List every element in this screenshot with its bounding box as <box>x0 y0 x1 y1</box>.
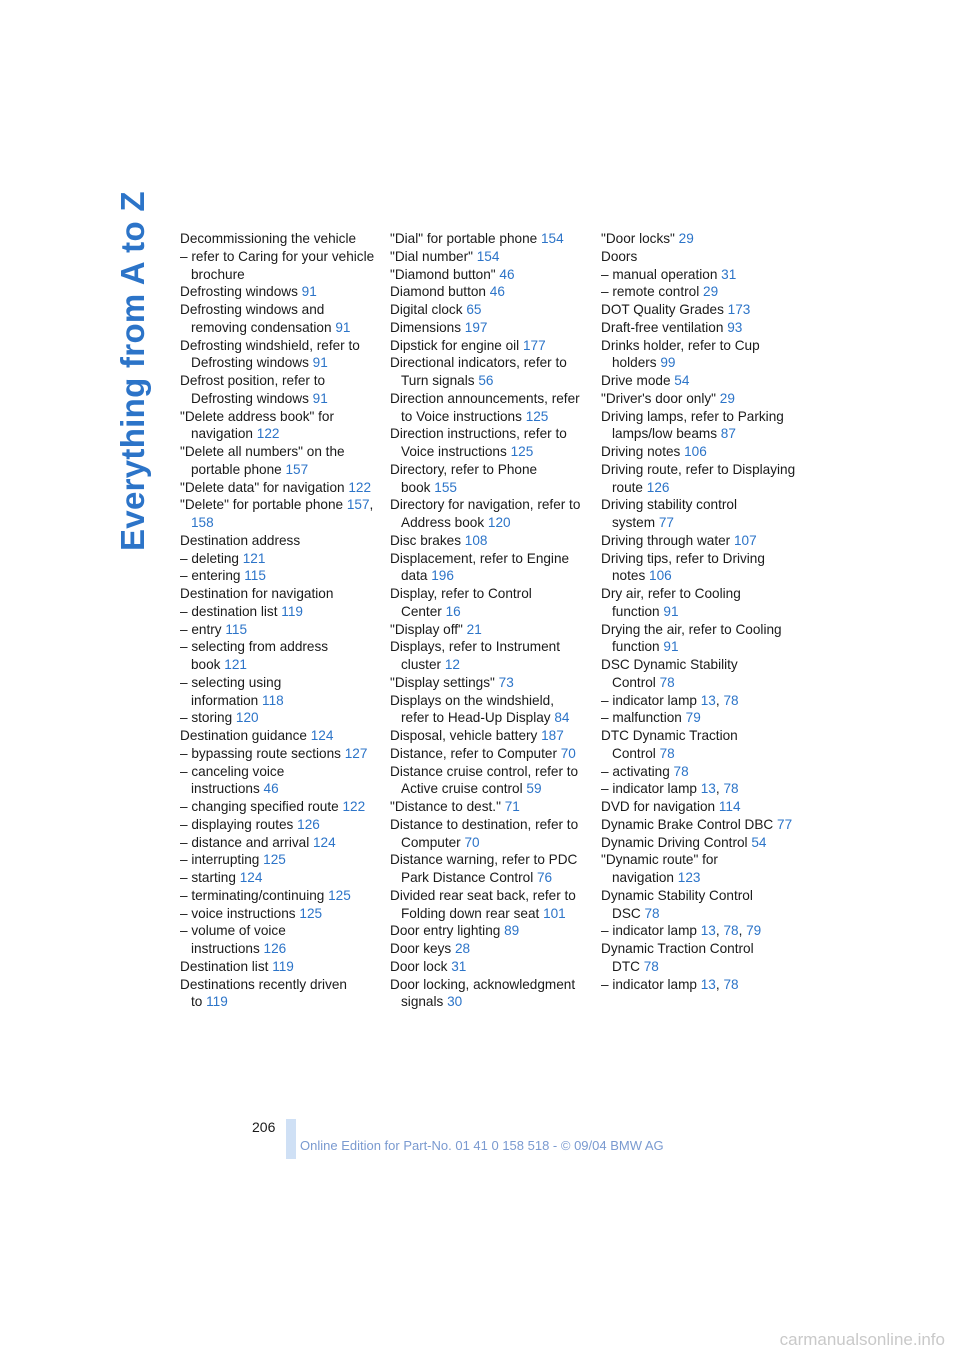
index-entry-label: – malfunction <box>601 710 682 726</box>
page-reference-link[interactable]: 154 <box>476 248 500 264</box>
side-section-title-text: Everything from A to Z <box>114 191 151 551</box>
index-entry-label: Destination guidance <box>180 728 307 743</box>
index-entry-label: – voice instructions <box>180 905 296 921</box>
page-reference-link[interactable]: 124 <box>310 728 334 743</box>
page-reference-link[interactable]: 46 <box>499 266 515 282</box>
index-entry-label: DSC Dynamic Stability Control <box>601 657 738 690</box>
index-entry-label: Driving route, refer to Displaying route <box>601 461 796 495</box>
index-entry-label: Distance, refer to Computer <box>390 745 557 761</box>
index-entry-label: Direction instructions, refer to Voice instructions <box>390 426 567 459</box>
index-entry <box>180 585 375 603</box>
side-section-title <box>108 191 158 558</box>
index-entry <box>601 656 796 692</box>
page-reference-link[interactable]: 120 <box>487 515 511 530</box>
page-reference-link[interactable]: 99 <box>660 355 676 371</box>
index-entry <box>601 763 796 781</box>
index-entry-label: Directory, refer to Phone book <box>390 461 538 495</box>
index-entry-label: – indicator lamp <box>601 976 697 992</box>
page-reference-link[interactable]: 70 <box>560 745 576 761</box>
index-entry <box>180 301 375 337</box>
index-entry <box>601 532 796 550</box>
index-entry-label: Disc brakes <box>390 532 462 548</box>
index-entry <box>390 585 585 621</box>
index-entry <box>180 816 375 834</box>
index-entry-label: Defrost position, refer to Defrosting windows <box>180 373 326 406</box>
index-entry-label: Defrosting windshield, refer to Defrosting windows <box>180 337 360 371</box>
index-entry-label: Decommissioning the vehicle <box>180 231 357 246</box>
index-entry-label: Driving through water <box>601 532 731 548</box>
page-reference-link[interactable]: 13 <box>700 692 716 708</box>
page-reference-link[interactable]: 29 <box>719 390 735 406</box>
index-entry-label: Door entry lighting <box>390 923 501 939</box>
page-reference-link[interactable]: 91 <box>663 603 679 619</box>
index-entry <box>390 461 585 497</box>
index-entry-label: – canceling voice instructions <box>180 763 285 797</box>
page-reference-link[interactable]: 56 <box>478 373 494 388</box>
index-entry: – indicator lamp 13, 78, 79 <box>601 923 762 939</box>
page-reference-link[interactable]: 125 <box>510 444 534 459</box>
index-entry <box>180 674 375 710</box>
index-entry <box>390 621 585 639</box>
page-reference-link[interactable]: 121 <box>224 657 247 672</box>
index-entry <box>180 922 375 958</box>
page-reference-link[interactable]: 46 <box>489 284 505 300</box>
index-entry <box>180 337 375 373</box>
page-reference-link[interactable]: 31 <box>721 266 737 282</box>
page-reference-link[interactable]: 65 <box>466 302 482 317</box>
page-reference-link[interactable]: 125 <box>263 852 286 868</box>
index-entry <box>390 958 585 976</box>
index-entry <box>180 230 375 248</box>
index-entry-label: Distance warning, refer to PDC Park Distance Control <box>390 852 578 885</box>
index-entry-label: Digital clock <box>390 302 463 317</box>
index-entry-label: "Delete address book" for navigation <box>180 408 334 442</box>
index-column-2 <box>390 230 585 1011</box>
index-entry <box>180 479 375 497</box>
page-reference-link[interactable]: 78 <box>723 923 739 939</box>
page-reference-link[interactable]: 101 <box>543 905 566 921</box>
index-entry <box>601 390 796 408</box>
index-entry-label: – entry <box>180 621 222 637</box>
index-entry-label: – starting <box>180 870 236 885</box>
index-entry <box>180 248 375 284</box>
index-entry <box>180 709 375 727</box>
index-entry <box>601 319 796 337</box>
page-reference-link[interactable]: 125 <box>525 408 549 424</box>
page-reference-link[interactable]: 71 <box>504 799 520 814</box>
index-entry-label: – interrupting <box>180 852 260 868</box>
index-entry-label: – selecting from address book <box>180 639 329 672</box>
watermark: carmanualsonline.info <box>779 1330 945 1349</box>
index-entry-label: DTC Dynamic Traction Control <box>601 728 738 761</box>
index-entry <box>390 887 585 923</box>
page-reference-link[interactable]: 78 <box>723 976 739 992</box>
index-entry: – indicator lamp 13, 78 <box>601 781 739 797</box>
page-reference-link[interactable]: 73 <box>498 674 514 690</box>
page-reference-link[interactable]: 31 <box>451 958 467 974</box>
index-entry-label: Draft-free ventilation <box>601 319 724 335</box>
footer-edition-note: Online Edition for Part-No. 01 41 0 158 518 - © 09/04 BMW AG <box>300 1138 664 1153</box>
index-entry <box>390 354 585 390</box>
index-entry-label: "Display off" <box>390 621 463 637</box>
index-entry <box>601 372 796 390</box>
index-entry <box>180 727 375 745</box>
index-entry-label: "Delete all numbers" on the portable phone <box>180 444 345 477</box>
index-entry-label: Driving lamps, refer to Parking lamps/low beams <box>601 408 784 442</box>
page-reference-link[interactable]: 78 <box>659 745 675 761</box>
index-entry <box>390 816 585 852</box>
index-entry-label: – manual operation <box>601 266 718 282</box>
index-entry <box>180 621 375 639</box>
index-entry-label: Dynamic Traction Control DTC <box>601 941 754 974</box>
page-reference-link[interactable]: 123 <box>677 870 701 885</box>
index-entry-label: – volume of voice instructions <box>180 923 286 956</box>
page-reference-link[interactable]: 122 <box>256 426 280 442</box>
index-entry <box>390 337 585 355</box>
page-reference-link[interactable]: 126 <box>646 479 670 495</box>
index-entry <box>390 638 585 674</box>
index-entry <box>390 425 585 461</box>
page-reference-link[interactable]: 114 <box>718 799 741 814</box>
page-reference-link[interactable]: 119 <box>206 994 228 1010</box>
page-reference-link[interactable]: 155 <box>434 479 457 495</box>
index-entry <box>180 532 375 550</box>
index-entry-label: – storing <box>180 710 233 726</box>
index-entry-label: – indicator lamp <box>601 923 697 939</box>
index-entry <box>601 798 796 816</box>
index-entry <box>601 727 796 763</box>
index-entry <box>180 763 375 799</box>
index-entry-label: – selecting using information <box>180 674 282 708</box>
index-entry <box>390 940 585 958</box>
index-entry-label: Displays on the windshield, refer to Head-Up Display <box>390 692 554 726</box>
page-reference-link[interactable]: 91 <box>663 639 679 655</box>
index-entry <box>180 567 375 585</box>
page-reference-link[interactable]: 108 <box>464 532 488 548</box>
index-entry <box>180 887 375 905</box>
index-entry <box>390 301 585 319</box>
page-reference-link[interactable]: 78 <box>644 905 660 921</box>
page-reference-link[interactable]: 78 <box>659 674 675 690</box>
page-reference-link[interactable]: 76 <box>537 870 553 885</box>
page-reference-link[interactable]: 154 <box>540 231 564 246</box>
index-entry-label: – activating <box>601 763 670 779</box>
index-entry: "Delete" for portable phone 157, 158 <box>180 497 374 530</box>
page-reference-link[interactable]: 77 <box>658 515 674 530</box>
index-entry <box>180 798 375 816</box>
index-entry <box>180 372 375 408</box>
page-reference-link[interactable]: 16 <box>445 603 461 619</box>
index-entry <box>180 550 375 568</box>
page-reference-link[interactable]: 78 <box>723 692 739 708</box>
index-entry <box>180 869 375 887</box>
page-reference-link[interactable]: 84 <box>554 710 570 726</box>
index-entry <box>601 443 796 461</box>
index-entry-label: – entering <box>180 568 241 584</box>
page-reference-link[interactable]: 91 <box>301 284 317 300</box>
index-entry-label: Doors <box>601 248 638 264</box>
index-entry <box>180 958 375 976</box>
index-entry <box>601 496 796 532</box>
page-reference-link[interactable]: 106 <box>649 568 672 584</box>
index-entry-label: Destination list <box>180 958 269 974</box>
page-reference-link[interactable]: 87 <box>720 426 736 442</box>
index-entry-label: Dynamic Stability Control DSC <box>601 887 753 921</box>
index-entry-label: Disposal, vehicle battery <box>390 728 538 743</box>
index-entry <box>601 283 796 301</box>
index-entry-label: Drinks holder, refer to Cup holders <box>601 337 760 371</box>
page-reference-link[interactable]: 21 <box>466 621 482 637</box>
page-reference-link[interactable]: 122 <box>348 479 372 495</box>
index-entry-label: Divided rear seat back, refer to Folding down rear seat <box>390 887 576 921</box>
index-entry-label: Destination for navigation <box>180 586 334 601</box>
index-entry-label: "Delete data" for navigation <box>180 479 345 495</box>
index-entry-label: Drive mode <box>601 373 671 388</box>
page-reference-link[interactable]: 118 <box>262 692 284 708</box>
index-entry <box>390 727 585 745</box>
index-entry-label: Driving notes <box>601 444 681 459</box>
index-entry <box>601 248 796 266</box>
index-entry-label: Defrosting windows <box>180 284 298 300</box>
index-entry <box>390 248 585 266</box>
page-reference-link[interactable]: 91 <box>312 390 328 406</box>
index-entry <box>390 283 585 301</box>
page-reference-link[interactable]: 120 <box>235 710 259 726</box>
index-column-3 <box>601 230 796 993</box>
index-entry-label: – remote control <box>601 284 700 300</box>
page-reference-link[interactable]: 107 <box>733 532 757 548</box>
index-entry <box>180 443 375 479</box>
page-reference-link[interactable]: 187 <box>541 728 564 743</box>
index-entry <box>601 585 796 621</box>
page-reference-link[interactable]: 119 <box>272 958 294 974</box>
index-entry-label: – refer to Caring for your vehicle brochure <box>180 248 375 282</box>
page-reference-link[interactable]: 157 <box>285 461 309 477</box>
index-entry <box>180 638 375 674</box>
index-entry <box>180 834 375 852</box>
index-entry <box>390 550 585 586</box>
index-entry-label: "Dial" for portable phone <box>390 231 538 246</box>
index-entry <box>601 230 796 248</box>
page-reference-link[interactable]: 70 <box>464 834 480 850</box>
footer-accent-bar <box>286 1119 296 1159</box>
index-entry <box>180 283 375 301</box>
index-entry-label: Dipstick for engine oil <box>390 337 520 353</box>
page-reference-link[interactable]: 78 <box>673 763 689 779</box>
page-reference-link[interactable]: 79 <box>685 710 701 726</box>
page-reference-link[interactable]: 158 <box>191 515 214 530</box>
page-reference-link[interactable]: 78 <box>643 958 659 974</box>
index-entry <box>390 763 585 799</box>
index-entry-label: – displaying routes <box>180 816 294 832</box>
index-entry <box>390 745 585 763</box>
page-number: 206 <box>252 1119 276 1135</box>
page-reference-link[interactable]: 197 <box>464 319 488 335</box>
index-entry <box>601 834 796 852</box>
index-entry <box>390 692 585 728</box>
page-reference-link[interactable]: 157 <box>346 497 370 513</box>
index-entry <box>601 851 796 887</box>
index-entry-label: Distance to destination, refer to Computer <box>390 816 579 850</box>
index-entry-label: "Distance to dest." <box>390 799 501 814</box>
index-entry: – indicator lamp 13, 78 <box>601 976 739 992</box>
index-entry-label: – indicator lamp <box>601 781 697 797</box>
index-entry-label: Driving tips, refer to Driving notes <box>601 550 765 584</box>
index-entry-label: "Display settings" <box>390 674 495 690</box>
index-entry-label: Directional indicators, refer to Turn signals <box>390 355 567 388</box>
index-entry-label: Directory for navigation, refer to Address book <box>390 497 581 530</box>
index-entry <box>601 709 796 727</box>
index-entry-label: Defrosting windows and removing condensation <box>180 302 332 335</box>
index-entry-label: Displacement, refer to Engine data <box>390 550 570 584</box>
index-entry <box>601 301 796 319</box>
index-entry <box>390 798 585 816</box>
index-entry <box>390 266 585 284</box>
index-entry-label: Door locking, acknowledgment signals <box>390 976 576 1010</box>
page-reference-link[interactable]: 29 <box>703 284 719 300</box>
index-entry <box>601 887 796 923</box>
page-reference-link[interactable]: 124 <box>239 870 263 885</box>
index-entry-label: Displays, refer to Instrument cluster <box>390 639 560 672</box>
index-entry-label: Direction announcements, refer to Voice instructions <box>390 390 580 424</box>
index-entry-label: Display, refer to Control Center <box>390 586 532 619</box>
index-entry-label: Distance cruise control, refer to Active cruise control <box>390 763 579 797</box>
page-reference-link[interactable]: 115 <box>244 568 266 584</box>
page-reference-link[interactable]: 196 <box>431 568 454 584</box>
page-reference-link[interactable]: 13 <box>700 976 716 992</box>
page-reference-link[interactable]: 78 <box>723 781 739 797</box>
page-reference-link[interactable]: 119 <box>281 603 303 619</box>
index-entry-label: Door lock <box>390 958 448 974</box>
index-entry <box>180 603 375 621</box>
page-reference-link[interactable]: 115 <box>225 621 248 637</box>
page-reference-link[interactable]: 28 <box>454 941 471 956</box>
page-reference-link[interactable]: 13 <box>700 923 716 939</box>
index-entry <box>180 905 375 923</box>
page-reference-link[interactable]: 30 <box>447 994 463 1010</box>
index-entry <box>601 550 796 586</box>
index-entry-label: – indicator lamp <box>601 692 697 708</box>
page-reference-link[interactable]: 126 <box>297 816 320 832</box>
index-entry-label: DOT Quality Grades <box>601 302 724 317</box>
page-reference-link[interactable]: 106 <box>684 444 707 459</box>
page-reference-link[interactable]: 126 <box>263 941 287 956</box>
page-reference-link[interactable]: 124 <box>313 834 336 850</box>
page-reference-link[interactable]: 77 <box>777 816 793 832</box>
index-entry <box>390 532 585 550</box>
index-entry-label: Dimensions <box>390 319 462 335</box>
page-reference-link[interactable]: 46 <box>263 781 279 797</box>
page-reference-link[interactable]: 122 <box>342 799 366 814</box>
page-reference-link[interactable]: 127 <box>344 745 368 761</box>
index-entry-label: Dynamic Brake Control DBC <box>601 816 774 832</box>
index-entry-label: "Door locks" <box>601 231 675 246</box>
page-reference-link[interactable]: 59 <box>526 781 542 797</box>
index-entry-label: – terminating/continuing <box>180 887 325 903</box>
index-entry <box>180 408 375 444</box>
page-reference-link[interactable]: 29 <box>678 231 694 246</box>
page-reference-link[interactable]: 177 <box>522 337 546 353</box>
index-entry-label: "Dynamic route" for navigation <box>601 852 718 885</box>
page-reference-link[interactable]: 54 <box>751 834 767 850</box>
page-reference-link[interactable]: 121 <box>242 550 266 566</box>
page-reference-link[interactable]: 89 <box>504 923 520 939</box>
index-entry <box>601 266 796 284</box>
page-reference-link[interactable]: 54 <box>674 373 690 388</box>
index-entry <box>390 390 585 426</box>
index-column-1 <box>180 230 375 1011</box>
index-entry-label: Dry air, refer to Cooling function <box>601 586 741 619</box>
page-reference-link[interactable]: 91 <box>312 355 328 371</box>
page-reference-link[interactable]: 125 <box>299 905 323 921</box>
index-entry-label: – deleting <box>180 550 239 566</box>
index-entry-label: "Driver's door only" <box>601 390 716 406</box>
index-entry-label: "Diamond button" <box>390 266 496 282</box>
page-reference-link[interactable]: 125 <box>328 887 351 903</box>
index-entry <box>180 851 375 869</box>
index-entry <box>601 461 796 497</box>
index-entry-label: – destination list <box>180 603 278 619</box>
page-reference-link[interactable]: 91 <box>335 319 351 335</box>
index-entry <box>390 319 585 337</box>
index-entry <box>180 745 375 763</box>
index-entry-label: Destination address <box>180 532 301 548</box>
page-reference-link[interactable]: 12 <box>444 657 460 672</box>
index-entry-label: Driving stability control system <box>601 497 737 530</box>
index-entry-label: Door keys <box>390 941 452 956</box>
index-entry <box>601 940 796 976</box>
index-entry <box>601 621 796 657</box>
index-entry-label: Dynamic Driving Control <box>601 834 748 850</box>
index-entry-label: DVD for navigation <box>601 799 716 814</box>
index-entry-label: Drying the air, refer to Cooling function <box>601 621 782 655</box>
index-entry <box>390 851 585 887</box>
index-entry-label: Destinations recently driven to <box>180 976 347 1010</box>
page-reference-link[interactable]: 13 <box>700 781 716 797</box>
page-reference-link[interactable]: 79 <box>746 923 762 939</box>
index-entry <box>390 976 585 1012</box>
index-entry <box>601 408 796 444</box>
index-entry <box>180 976 375 1012</box>
index-entry <box>601 337 796 373</box>
index-entry <box>390 230 585 248</box>
page-reference-link[interactable]: 173 <box>727 302 751 317</box>
index-entry <box>390 674 585 692</box>
page-reference-link[interactable]: 93 <box>727 319 743 335</box>
index-entry-label: "Dial number" <box>390 248 473 264</box>
index-entry-label: – changing specified route <box>180 799 339 814</box>
index-entry: – indicator lamp 13, 78 <box>601 692 739 708</box>
index-entry <box>390 496 585 532</box>
index-entry-label: "Delete" for portable phone <box>180 497 344 513</box>
index-entry <box>601 816 796 834</box>
index-entry <box>390 922 585 940</box>
index-entry-label: – bypassing route sections <box>180 745 341 761</box>
index-entry-label: Diamond button <box>390 284 486 300</box>
index-entry-label: – distance and arrival <box>180 834 310 850</box>
